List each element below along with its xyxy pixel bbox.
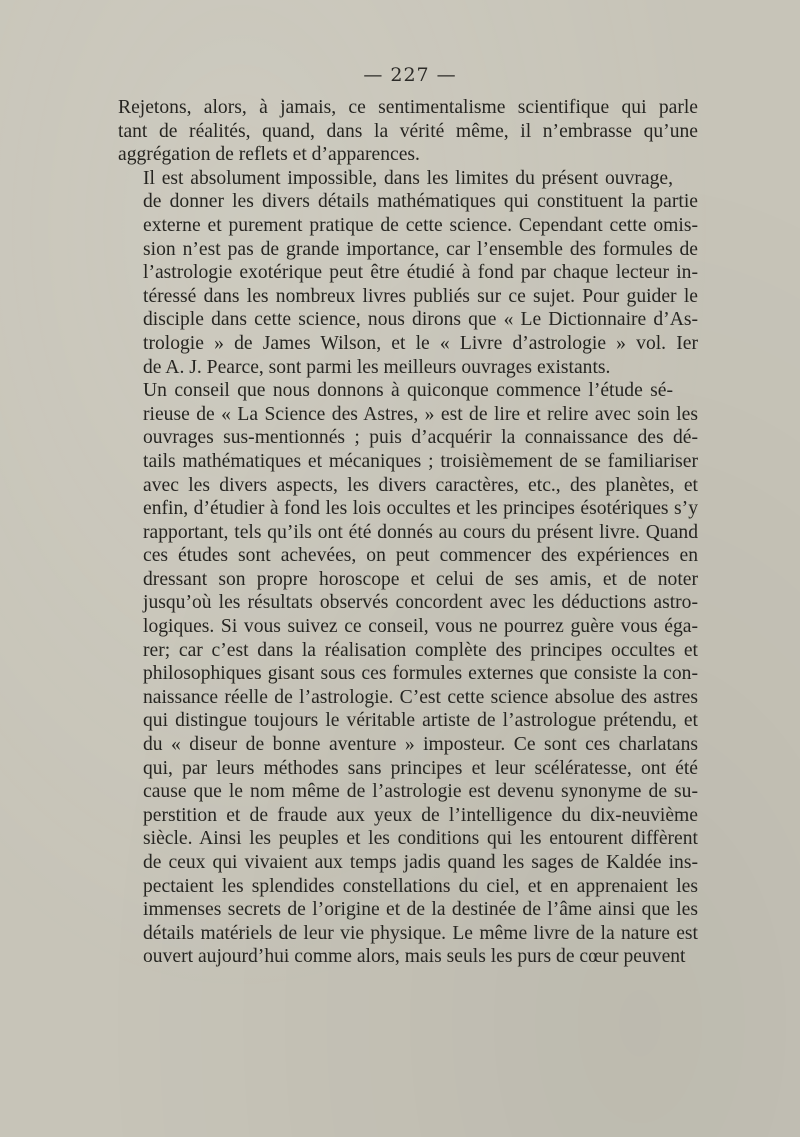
text-line: téressé dans les nombreux livres publiés sur ce sujet. Pour guider le: [143, 285, 698, 307]
text-line: rieuse de « La Science des Astres, » est de lire et relire avec soin les: [143, 403, 698, 425]
text-line: tails mathématiques et mécaniques ; troisièmement de se familiariser: [143, 450, 698, 472]
text-line: Il est absolument impossible, dans les limites du présent ouvrage,: [143, 167, 673, 189]
text-line: dressant son propre horoscope et celui de ses amis, et de noter: [143, 568, 698, 590]
text-line: philosophiques gisant sous ces formules externes que consiste la con-: [143, 663, 698, 685]
text-line: aggrégation de reflets et d’apparences.: [118, 144, 420, 166]
text-line: qui, par leurs méthodes sans principes et leur scélératesse, ont été: [143, 757, 698, 779]
paragraph: [118, 379, 698, 969]
text-line: rer; car c’est dans la réalisation complète des principes occultes et: [143, 639, 698, 661]
text-line: sion n’est pas de grande importance, car l’ensemble des formules de: [143, 238, 698, 260]
text-line: ouvert aujourd’hui comme alors, mais seuls les purs de cœur peuvent: [143, 946, 686, 968]
text-line: pectaient les splendides constellations du ciel, et en apprenaient les: [143, 875, 698, 897]
text-line: siècle. Ainsi les peuples et les conditions qui les entourent diffèrent: [143, 828, 698, 850]
text-line: naissance réelle de l’astrologie. C’est cette science absolue des astres: [143, 686, 698, 708]
text-line: avec les divers aspects, les divers caractères, etc., des planètes, et: [143, 474, 698, 496]
text-line: Rejetons, alors, à jamais, ce sentimentalisme scientifique qui parle: [118, 97, 698, 118]
text-line: logiques. Si vous suivez ce conseil, vous ne pourrez guère vous éga-: [143, 616, 698, 638]
text-line: qui distingue toujours le véritable artiste de l’astrologue prétendu, et: [143, 710, 698, 732]
text-line: l’astrologie exotérique peut être étudié à fond par chaque lecteur in-: [143, 262, 698, 284]
text-line: de A. J. Pearce, sont parmi les meilleurs ouvrages existants.: [143, 356, 611, 378]
text-line: ces études sont achevées, on peut commencer des expériences en: [143, 545, 698, 567]
text-line: rapportant, tels qu’ils ont été donnés au cours du présent livre. Quand: [143, 521, 698, 543]
text-line: externe et purement pratique de cette science. Cependant cette omis-: [143, 214, 698, 236]
text-line: de donner les divers détails mathématiques qui constituent la partie: [143, 191, 698, 213]
text-line: jusqu’où les résultats observés concordent avec les déductions astro-: [143, 592, 698, 614]
body-text: [118, 96, 698, 969]
text-line: immenses secrets de l’origine et de la destinée de l’âme ainsi que les: [143, 899, 698, 921]
text-line: détails matériels de leur vie physique. Le même livre de la nature est: [143, 922, 698, 944]
page-number: — 227 —: [363, 64, 457, 86]
paragraph: [118, 167, 698, 379]
text-line: disciple dans cette science, nous dirons que « Le Dictionnaire d’As-: [143, 309, 698, 331]
text-line: du « diseur de bonne aventure » imposteur. Ce sont ces charlatans: [143, 734, 698, 756]
text-line: cause que le nom même de l’astrologie est devenu synonyme de su-: [143, 781, 698, 803]
text-line: enfin, d’étudier à fond les lois occultes et les principes ésotériques s’y: [143, 498, 698, 520]
text-line: perstition et de fraude aux yeux de l’intelligence du dix-neuvième: [143, 804, 698, 826]
text-line: ouvrages sus-mentionnés ; puis d’acquérir la connaissance des dé-: [143, 427, 698, 449]
text-line: Un conseil que nous donnons à quiconque commence l’étude sé-: [143, 380, 673, 402]
text-line: tant de réalités, quand, dans la vérité même, il n’embrasse qu’une: [118, 120, 698, 142]
text-line: de ceux qui vivaient aux temps jadis quand les sages de Kaldée ins-: [143, 852, 698, 873]
text-line: trologie » de James Wilson, et le « Livre d’astrologie » vol. Ier: [143, 332, 698, 354]
paragraph: [118, 96, 698, 167]
